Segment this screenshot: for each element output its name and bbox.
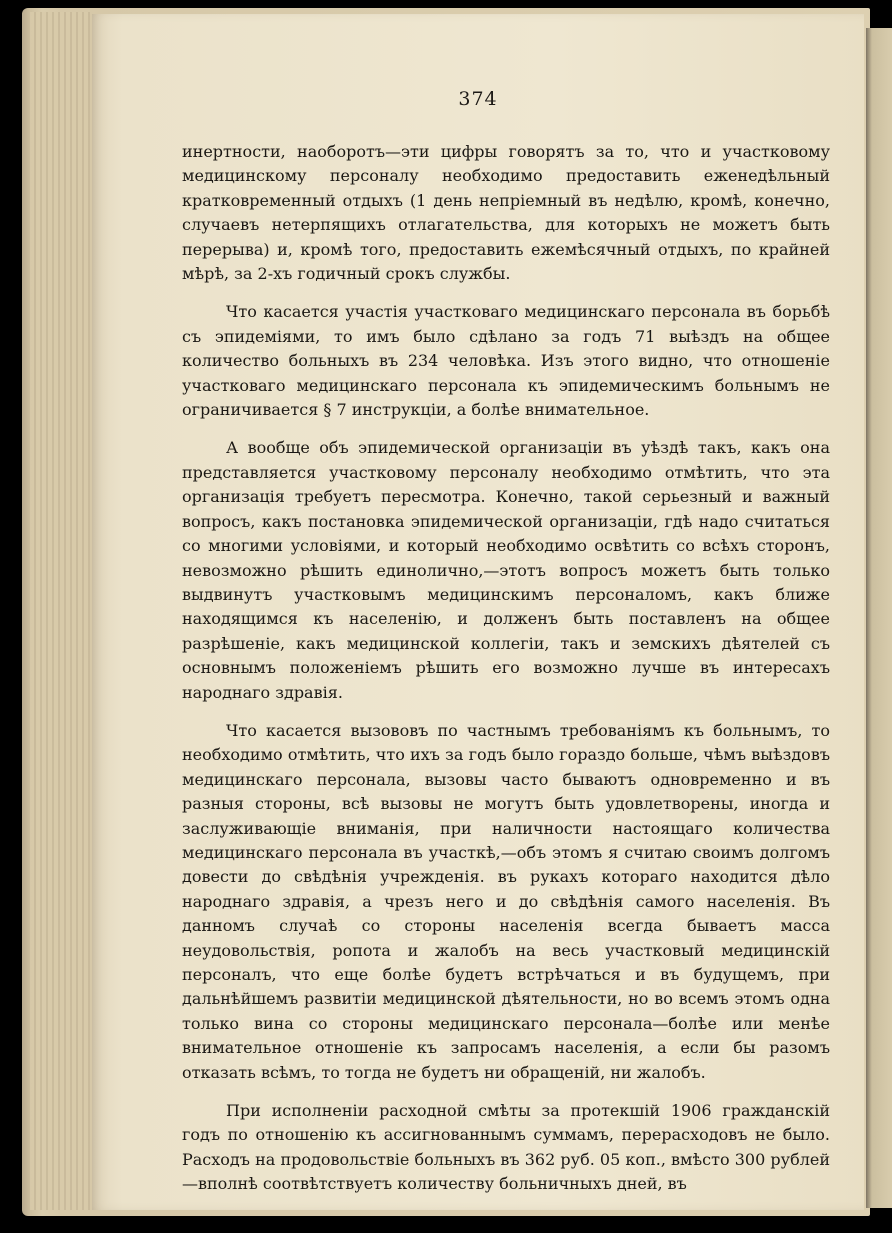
paragraph: Что касается вызововъ по частнымъ требованіямъ къ больнымъ, то необходимо отмѣтить, что ихъ за годъ было гораздо больше, чѣмъ выѣздовъ медицинскаго персонала, вызовы часто бываютъ одновременно и въ разныя стороны, всѣ вызовы не могутъ быть удовлетворены, иногда и заслуживающіе вниманія, при наличности настоящаго количества медицинскаго персонала въ участкѣ,—объ этомъ я считаю своимъ долгомъ довести до свѣдѣнія учрежденія. въ рукахъ котораго находится дѣло народнаго здравія, а чрезъ него и до свѣдѣнія самого населенія. Въ данномъ случаѣ со стороны населенія всегда бываетъ масса неудовольствія, ропота и жалобъ на весь участковый медицинскій персоналъ, что еще болѣе будетъ встрѣчаться и въ будущемъ, при дальнѣйшемъ развитіи медицинской дѣятельности, но во всемъ этомъ одна только вина со стороны медицинскаго персонала—болѣе или менѣе внимательное отношеніе къ запросамъ населенія, а если бы разомъ отказать всѣмъ, то тогда не будетъ ни обращеній, ни жалобъ. [182, 720, 830, 1082]
paragraph: При исполненіи расходной смѣты за протекшій 1906 гражданскій годъ по отношенію къ ассигнованнымъ суммамъ, перерасходовъ не было. Расходъ на продовольствіе больныхъ въ 362 руб. 05 коп., вмѣсто 300 рублей—вполнѣ соотвѣтствуетъ количеству больничныхъ дней, въ [182, 1101, 830, 1194]
page-edges [30, 12, 90, 1210]
page-text [182, 140, 830, 1197]
book-page [92, 14, 864, 1210]
page-number: 374 [458, 88, 498, 110]
paragraph: Что касается участія участковаго медицинскаго персонала въ борьбѣ съ эпидеміями, то имъ было сдѣлано за годъ 71 выѣздъ на общее количество больныхъ въ 234 человѣка. Изъ этого видно, что отношеніе участковаго медицинскаго персонала къ эпидемическимъ больнымъ не ограничивается § 7 инструкціи, а болѣе внимательное. [182, 302, 830, 420]
facing-page-edge [866, 28, 892, 1208]
paragraph: инертности, наоборотъ—эти цифры говорятъ за то, что и участковому медицинскому персоналу необходимо предоставить еженедѣльный кратковременный отдыхъ (1 день непріемный въ недѣлю, кромѣ, конечно, случаевъ нетерпящихъ отлагательства, для которыхъ не можетъ быть перерыва) и, кромѣ того, предоставить ежемѣсячный отдыхъ, по крайней мѣрѣ, за 2-хъ годичный срокъ службы. [182, 142, 830, 284]
paragraph: А вообще объ эпидемической организаціи въ уѣздѣ такъ, какъ она представляется участковому персоналу необходимо отмѣтить, что эта организація требуетъ пересмотра. Конечно, такой серьезный и важный вопросъ, какъ постановка эпидемической организаціи, гдѣ надо считаться со многими условіями, и который необходимо освѣтить со всѣхъ сторонъ, невозможно рѣшить единолично,—этотъ вопросъ можетъ быть только выдвинутъ участковымъ медицинскимъ персоналомъ, какъ ближе находящимся къ населенію, и долженъ быть поставленъ на общее разрѣшеніе, какъ медицинской коллегіи, такъ и земскихъ дѣятелей съ основнымъ положеніемъ рѣшить его возможно лучше въ интересахъ народнаго здравія. [182, 438, 830, 702]
